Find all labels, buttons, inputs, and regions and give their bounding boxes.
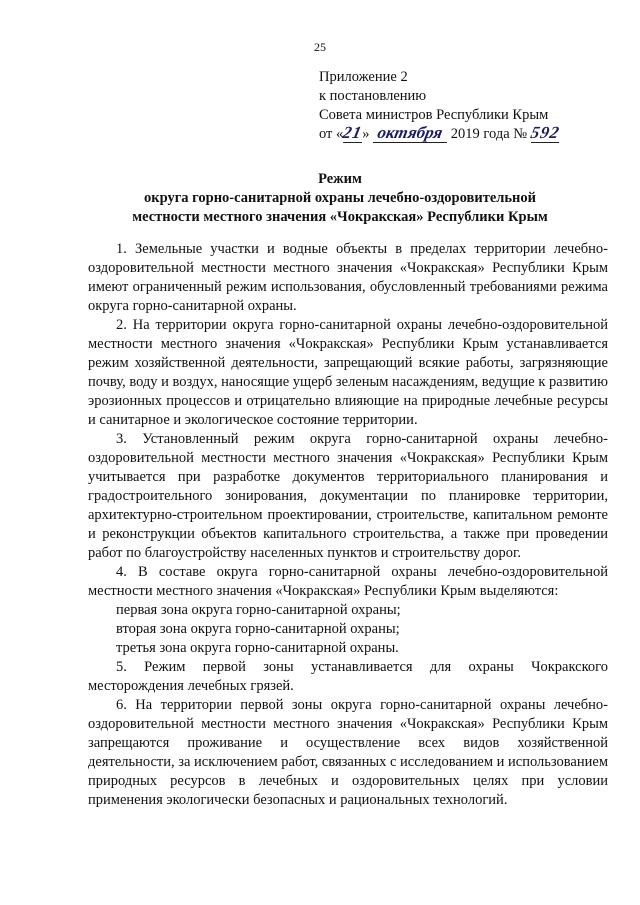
handwritten-doc-number: 592: [528, 123, 562, 142]
date-prefix: от «: [319, 126, 344, 142]
page-number: 25: [314, 40, 326, 54]
appendix-title: Приложение 2: [319, 69, 408, 85]
paragraph-1: 1. Земельные участки и водные объекты в пределах территории лечебно-оздоровительной местности местного значения «Чокракская» Республики Крым имеют ограниченный режим использования, обусловленный требованиями режима округа горно-санитарной охраны.: [88, 241, 608, 314]
paragraph-2: 2. На территории округа горно-санитарной охраны лечебно-оздоровительной местности местного значения «Чокракская» Республики Крым устанавливается режим хозяйственной деятельности, запрещающий всякие работы, загрязняющие почву, воду и воздух, наносящие ущерб зеленым насаждениям, ведущие к развитию эрозионных процессов и отрицательно влияющие на природные лечебные ресурсы и санитарное и экологическое состояние территории.: [88, 317, 608, 428]
document-body: [88, 240, 608, 810]
title-line-1: Режим: [318, 171, 362, 187]
paragraph-3: 3. Установленный режим округа горно-санитарной охраны лечебно-оздоровительной местности местного значения «Чокракская» Республики Крым учитывается при разработке документов территориального планирования и градостроительного зонирования, документации по планировке территории, архитектурно-строительном проектировании, строительстве, капитальном ремонте и реконструкции объектов капитального строительства, а также при проведении работ по благоустройству населенных пунктов и строительству дорог.: [88, 431, 608, 561]
title-line-2: округа горно-санитарной охраны лечебно-оздоровительной: [143, 190, 537, 206]
paragraph-6: 6. На территории первой зоны округа горно-санитарной охраны лечебно-оздоровительной местности местного значения «Чокракская» Республики Крым запрещаются проживание и осуществление всех видов хозяйственной деятельности, за исключением работ, связанных с исследованием и использованием природных ресурсов в лечебных и оздоровительных целях при условии применения экологически безопасных и рациональных технологий.: [88, 697, 608, 808]
appendix-header: [319, 68, 619, 144]
appendix-date-line: [319, 125, 619, 144]
zone-item-1: первая зона округа горно-санитарной охраны;: [116, 602, 401, 618]
zone-item-3: третья зона округа горно-санитарной охраны.: [116, 640, 399, 656]
handwritten-month: октября: [375, 123, 445, 142]
document-title: [60, 170, 620, 227]
handwritten-day: 21: [341, 123, 365, 142]
appendix-issuer: Совета министров Республики Крым: [319, 107, 549, 123]
date-year: 2019 года №: [447, 126, 528, 142]
appendix-subtitle: к постановлению: [319, 88, 427, 104]
paragraph-5: 5. Режим первой зоны устанавливается для охраны Чокракского месторождения лечебных грязей.: [88, 659, 608, 694]
zone-item-2: вторая зона округа горно-санитарной охраны;: [116, 621, 400, 637]
date-quote-close: »: [362, 126, 370, 142]
paragraph-4: 4. В составе округа горно-санитарной охраны лечебно-оздоровительной местности местного значения «Чокракская» Республики Крым выделяются:: [88, 564, 608, 599]
title-line-3: местности местного значения «Чокракская» Республики Крым: [132, 209, 548, 225]
